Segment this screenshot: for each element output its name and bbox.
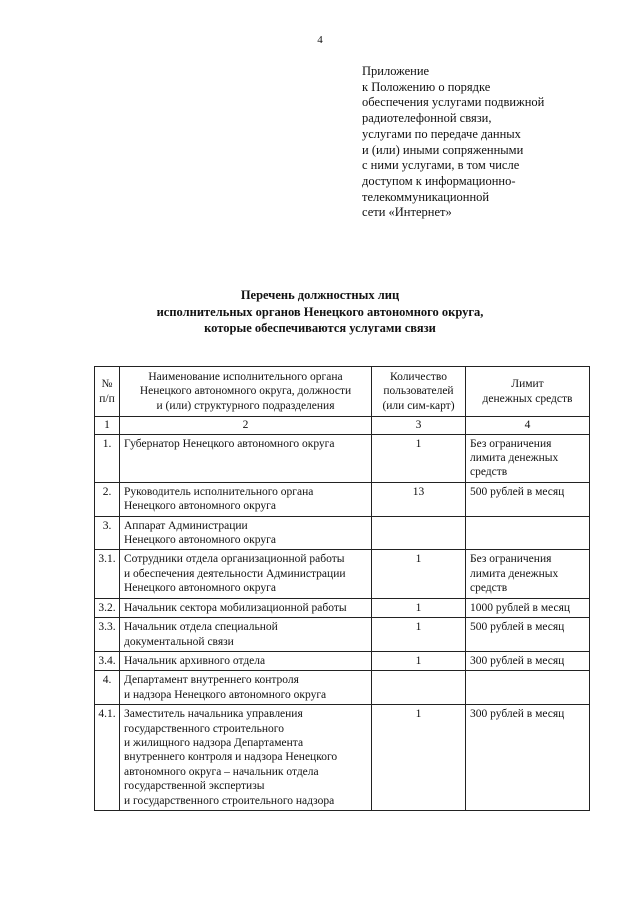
row-number: 3.	[95, 516, 120, 550]
row-number: 2.	[95, 482, 120, 516]
row-position-name: Аппарат Администрации Ненецкого автономного округа	[120, 516, 372, 550]
row-position-name: Начальник сектора мобилизационной работы	[120, 598, 372, 617]
row-number: 1.	[95, 434, 120, 482]
column-index-1: 1	[95, 417, 120, 434]
table-row	[95, 618, 590, 652]
table-row	[95, 550, 590, 598]
officials-table	[94, 366, 590, 811]
appendix-line: с ними услугами, в том числе	[362, 158, 520, 173]
row-money-limit: 500 рублей в месяц	[466, 618, 590, 652]
column-index-4: 4	[466, 417, 590, 434]
column-index-2: 2	[120, 417, 372, 434]
row-user-count	[372, 516, 466, 550]
appendix-note	[362, 64, 622, 221]
header-number: № п/п	[95, 367, 120, 417]
appendix-line: и (или) иными сопряженными	[362, 142, 524, 157]
row-user-count: 1	[372, 618, 466, 652]
row-money-limit	[466, 671, 590, 705]
row-user-count: 1	[372, 598, 466, 617]
appendix-line: Приложение	[362, 64, 430, 78]
row-position-name: Начальник архивного отдела	[120, 651, 372, 670]
row-user-count: 1	[372, 434, 466, 482]
page-number: 4	[317, 34, 323, 46]
table-row	[95, 705, 590, 811]
appendix-line: сети «Интернет»	[362, 205, 452, 220]
row-number: 4.	[95, 671, 120, 705]
table-body	[95, 434, 590, 810]
row-money-limit: 500 рублей в месяц	[466, 482, 590, 516]
row-position-name: Руководитель исполнительного органа Ненецкого автономного округа	[120, 482, 372, 516]
row-number: 3.1.	[95, 550, 120, 598]
header-limit: Лимит денежных средств	[466, 367, 590, 417]
row-money-limit: Без ограничения лимита денежных средств	[466, 550, 590, 598]
table-row	[95, 516, 590, 550]
title-line: исполнительных органов Ненецкого автономного округа,	[156, 304, 484, 319]
header-name: Наименование исполнительного органа Ненецкого автономного округа, должности и (или) структурного подразделения	[120, 367, 372, 417]
appendix-line: к Положению о порядке	[362, 79, 491, 94]
row-money-limit: 300 рублей в месяц	[466, 705, 590, 811]
row-user-count: 1	[372, 651, 466, 670]
row-position-name: Начальник отдела специальной документальной связи	[120, 618, 372, 652]
appendix-line: радиотелефонной связи,	[362, 111, 492, 126]
appendix-line: телекоммуникационной	[362, 189, 490, 204]
row-number: 4.1.	[95, 705, 120, 811]
document-title	[0, 287, 640, 337]
row-position-name: Сотрудники отдела организационной работы и обеспечения деятельности Администрации Ненецкого автономного округа	[120, 550, 372, 598]
table-row	[95, 434, 590, 482]
title-line: которые обеспечиваются услугами связи	[204, 321, 436, 335]
row-user-count: 1	[372, 550, 466, 598]
table-header-row	[95, 367, 590, 417]
row-user-count: 13	[372, 482, 466, 516]
row-position-name: Губернатор Ненецкого автономного округа	[120, 434, 372, 482]
title-line: Перечень должностных лиц	[240, 288, 400, 302]
row-money-limit	[466, 516, 590, 550]
column-index-3: 3	[372, 417, 466, 434]
appendix-line: услугами по передаче данных	[362, 126, 521, 141]
header-count: Количество пользователей (или сим-карт)	[372, 367, 466, 417]
row-position-name: Департамент внутреннего контроля и надзора Ненецкого автономного округа	[120, 671, 372, 705]
table-row	[95, 651, 590, 670]
row-user-count: 1	[372, 705, 466, 811]
table-row	[95, 598, 590, 617]
row-position-name: Заместитель начальника управления государственного строительного и жилищного надзора Департамента внутреннего контроля и надзора Ненецкого автономного округа – начальник отдела государственной экспертизы и государственного строительного надзора	[120, 705, 372, 811]
row-money-limit: 1000 рублей в месяц	[466, 598, 590, 617]
appendix-line: доступом к информационно-	[362, 173, 516, 188]
row-money-limit: 300 рублей в месяц	[466, 651, 590, 670]
row-number: 3.4.	[95, 651, 120, 670]
row-number: 3.2.	[95, 598, 120, 617]
appendix-line: обеспечения услугами подвижной	[362, 95, 545, 110]
row-number: 3.3.	[95, 618, 120, 652]
column-index-row	[95, 417, 590, 434]
row-money-limit: Без ограничения лимита денежных средств	[466, 434, 590, 482]
table-row	[95, 482, 590, 516]
table-row	[95, 671, 590, 705]
row-user-count	[372, 671, 466, 705]
